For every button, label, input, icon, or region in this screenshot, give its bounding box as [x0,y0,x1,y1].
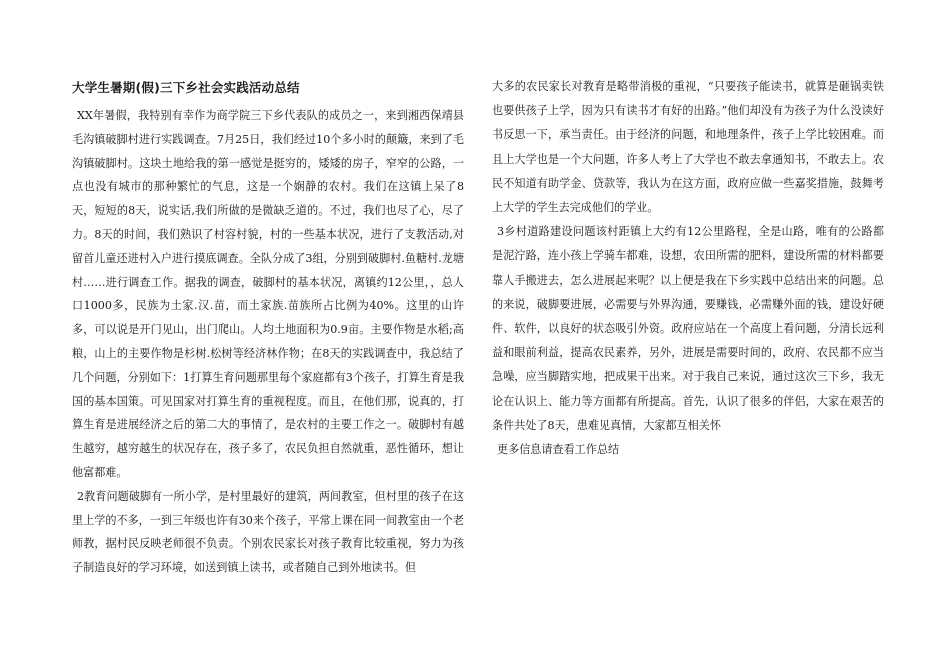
paragraph-3: 大多的农民家长对教育是略带消极的重视，“只要孩子能读书，就算是砸锅卖铁也要供孩子上学，因为只有读书才有好的出路。”他们却没有为孩子为什么没读好书反思一下，承当责任。由于经济的问题，和地理条件，孩子上学比较困难。而且上大学也是一个大问题，许多人考上了大学也不敢去拿通知书，不敢去上。农民不知道有助学金、贷款等，我认为在这方面，政府应做一些嘉奖措施，鼓舞考上大学的学生去完成他们的学业。 [492,80,884,215]
paragraph-1: XX年暑假，我特别有幸作为商学院三下乡代表队的成员之一，来到湘西保靖县毛沟镇破脚村进行实践调查。7月25日，我们经过10个多小时的颠簸，来到了毛沟镇破脚村。这块土地给我的第一感觉是挺穷的，矮矮的房子，窄窄的公路，一点也没有城市的那种繁忙的气息，这是一个娴静的农村。我们在这镇上呆了8天，短短的8天，说实话,我们所做的是微缺乏道的。不过，我们也尽了心，尽了力。8天的时间，我们熟识了村容村貌，村的一些基本状况，进行了支教活动,对留首儿童还进村入户进行摸底调查。全队分成了3组，分别到破脚村.鱼糖村.龙塘村……进行调查工作。据我的调查，破脚村的基本状况，离镇约12公里，，总人口1000多，民族为土家.汉.苗，而土家族.苗族所占比例为40%。这里的山许多，可以说是开门见山，出门爬山。人均土地面积为0.9亩。主要作物是水稻;高粮，山上的主要作物是杉树.松树等经济林作物；在8天的实践调查中，我总结了几个问题，分别如下：1打算生育问题那里每个家庭都有3个孩子，打算生育是我国的基本国策。可见国家对打算生育的重视程度。而且，在他们那，说真的，打算生育是进展经济之后的第二大的事情了，是农村的主要工作之一。破脚村有越生越穷，越穷越生的状况存在，孩子多了，农民负担自然就重，恶性循环，想让他富都难。 [72,109,464,479]
document-title: 大学生暑期(假)三下乡社会实践活动总结 [72,80,300,95]
footer-note: 更多信息请查看工作总结 [497,443,620,457]
paragraph-2: 2教育问题破脚有一所小学，是村里最好的建筑，两间教室，但村里的孩子在这里上学的不多，一到三年级也许有30来个孩子，平常上课在同一间教室由一个老师教，据村民反映老师很不负责。个别农民家长对孩子教育比较重视，努力为孩子制造良好的学习环境，如送到镇上读书，或者随自己到外地读书。但 [72,489,464,575]
left-column [72,78,464,580]
right-column [492,78,884,462]
paragraph-4: 3乡村道路建设问题该村距镇上大约有12公里路程，全是山路，唯有的公路都是泥泞路，连小孩上学骑车都难，设想，农田所需的肥料，建设所需的材料都要靠人手搬进去，怎么进展起来呢？以上便是我在下乡实践中总结出来的问题。总的来说，破脚要进展，必需要与外界沟通，要赚钱，必需赚外面的钱，建设好硬件、软件，以良好的状态吸引外资。政府应站在一个高度上看问题，分清长远利益和眼前利益，提高农民素养，另外，进展是需要时间的，政府、农民都不应当急噪，应当脚踏实地，把成果干出来。对于我自己来说，通过这次三下乡，我无论在认识上、能力等方面都有所提高。首先，认识了很多的伴侣，大家在艰苦的条件共处了8天，患难见真情，大家都互相关怀 [492,225,884,432]
